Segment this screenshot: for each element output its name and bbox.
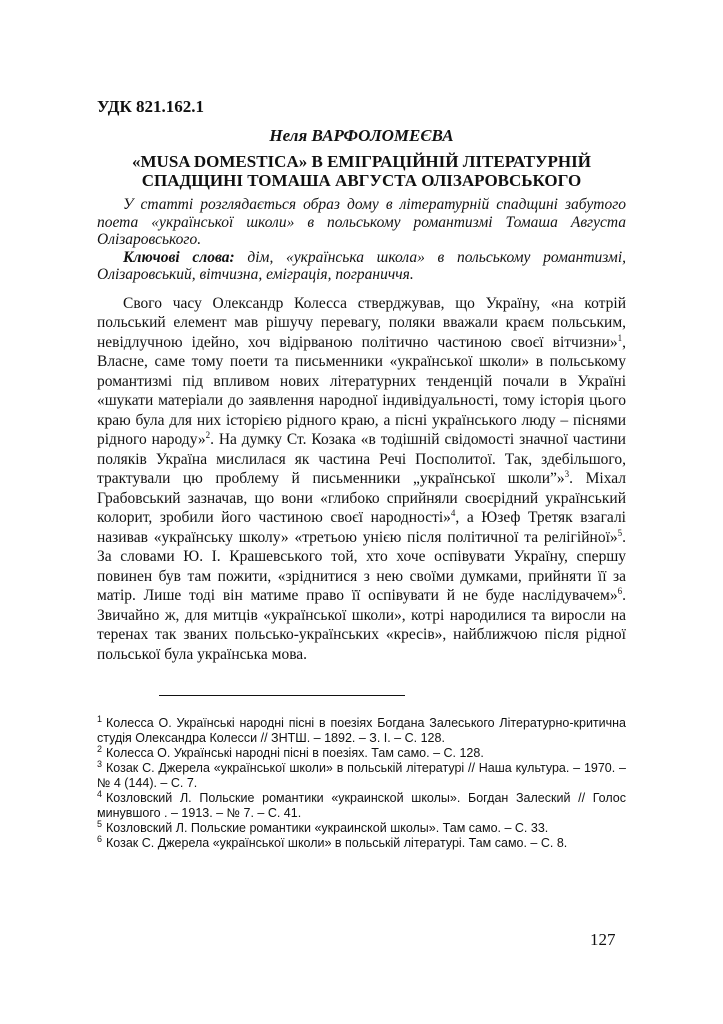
footnote-ref-3[interactable]: 3 bbox=[564, 468, 570, 479]
footnote-text: Козак С. Джерела «української школи» в польській літературі // Наша культура. – 1970. – № 4 (144). – С. 7. bbox=[97, 761, 626, 790]
article-page bbox=[97, 97, 626, 851]
footnote-ref-6[interactable]: 6 bbox=[617, 585, 623, 596]
body-segment-7: . Звичайно ж, для митців «української школи», котрі народилися та виросли на теренах так званих польсько-українських «кресів», найближчою після рідної польської була українська мова. bbox=[97, 587, 626, 663]
title-line-1: «MUSA DOMESTICA» В ЕМІГРАЦІЙНІЙ ЛІТЕРАТУРНІЙ bbox=[132, 152, 591, 171]
footnote-ref-5[interactable]: 5 bbox=[617, 527, 623, 538]
article-title bbox=[97, 152, 626, 190]
author-name: Неля ВАРФОЛОМЕЄВА bbox=[269, 126, 454, 145]
page-number: 127 bbox=[590, 930, 616, 949]
footnotes bbox=[97, 713, 626, 851]
title-line-2: СПАДЩИНІ ТОМАША АВГУСТА ОЛІЗАРОВСЬКОГО bbox=[141, 171, 582, 190]
footnote bbox=[97, 758, 626, 791]
footnote bbox=[97, 818, 626, 836]
footnote-number: 2 bbox=[97, 743, 103, 754]
footnote-text: Козак С. Джерела «української школи» в польській літературі. Там само. – С. 8. bbox=[106, 836, 568, 850]
udk-code: УДК 821.162.1 bbox=[97, 97, 205, 116]
body-paragraph bbox=[97, 294, 626, 665]
footnote bbox=[97, 713, 626, 746]
footnote bbox=[97, 788, 626, 821]
footnote-number: 5 bbox=[97, 818, 103, 829]
abstract: У статті розглядається образ дому в літературній спадщині забутого поета «української школи» в польському романтизмі Томаша Августа Олізаровського. bbox=[97, 196, 626, 248]
footnote-number: 1 bbox=[97, 713, 103, 724]
body-segment-3: . На думку Ст. Козака «в тодішній свідомості значної частини поляків Україна мислилася як частина Речі Посполитої. Так, здебільшого, трактували цю проблему й письменники „української школи”» bbox=[97, 431, 626, 487]
body-segment-4: . Міхал Грабовський зазначав, що вони «глибоко сприйняли своєрідний український колорит, зробили його частиною своєї народності» bbox=[97, 470, 627, 526]
footnote bbox=[97, 833, 626, 851]
body-segment-6: . За словами Ю. І. Крашевського той, хто хоче оспівувати Україну, спершу повинен був там пожити, «зріднитися з нею своїми думками, прийняти її за матір. Лише тоді він матиме право її оспівувати й не буде наслідувачем» bbox=[97, 528, 626, 604]
footnote-text: Козловский Л. Польские романтики «украинской школы». Богдан Залеский // Голос минувшого . – 1913. – № 7. – С. 41. bbox=[97, 791, 626, 820]
body-segment-1: Свого часу Олександр Колесса стверджував, що Україну, «на котрій польський елемент мав рішучу перевагу, поляки вважали краєм польським, невідлучною ідейно, хоч відірваною політично частиною своєї вітчизни» bbox=[97, 294, 626, 351]
footnote-divider bbox=[159, 695, 405, 696]
footnote-number: 6 bbox=[97, 833, 103, 844]
keywords-label: Ключові слова: bbox=[123, 248, 235, 266]
keywords bbox=[97, 249, 626, 284]
footnote-ref-4[interactable]: 4 bbox=[450, 507, 456, 518]
footnote-number: 4 bbox=[97, 788, 103, 799]
keywords-text: дім, «українська школа» в польському романтизмі, Олізаровський, вітчизна, еміграція, пограниччя. bbox=[97, 248, 627, 283]
footnote-text: Козловский Л. Польские романтики «украинской школы». Там само. – С. 33. bbox=[106, 821, 549, 835]
footnote-ref-1[interactable]: 1 bbox=[617, 332, 623, 343]
footnote-text: Колесса О. Українські народні пісні в поезіях Богдана Залеського Літературно-критична студія Олександра Колесси // ЗНТШ. – 1892. – З. І. – С. 128. bbox=[97, 716, 626, 745]
footnote-text: Колесса О. Українські народні пісні в поезіях. Там само. – С. 128. bbox=[106, 746, 484, 760]
body-segment-5: , а Юзеф Третяк взагалі називав «українську школу» «третьою унією після політичної та релігійної» bbox=[97, 509, 626, 546]
footnote bbox=[97, 743, 626, 761]
body-segment-2: , Власне, саме тому поети та письменники «української школи» в польському романтизмі під впливом нових літературних тенденцій почали в Україні «шукати матеріали до заявлення народної індивідуальності, тому історія цього краю була для них історією рідного краю, а пісні українського люду – піснями рідного народу» bbox=[97, 333, 626, 448]
footnote-ref-2[interactable]: 2 bbox=[205, 429, 211, 440]
footnote-number: 3 bbox=[97, 758, 103, 769]
